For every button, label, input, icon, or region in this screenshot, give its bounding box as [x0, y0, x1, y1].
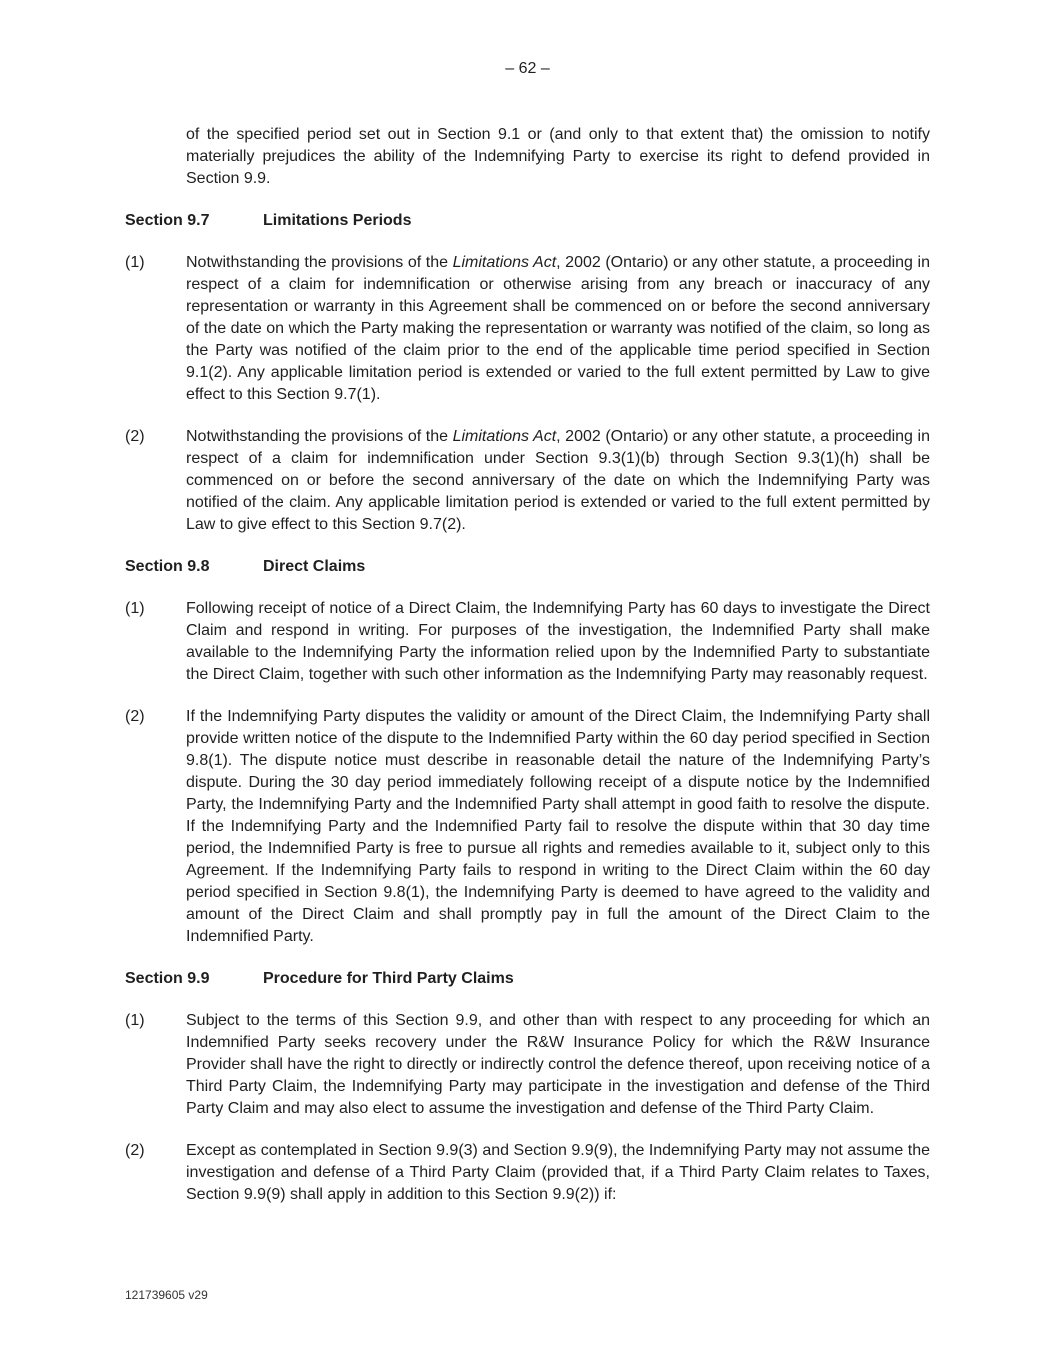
section-heading-9-7: [125, 210, 930, 232]
section-heading-title: Limitations Periods: [263, 212, 412, 229]
paragraph-9-7-2: [125, 426, 930, 536]
paragraph-9-9-1: [125, 1010, 930, 1120]
paragraph-text: Following receipt of notice of a Direct Claim, the Indemnifying Party has 60 days to investigate the Direct Claim and respond in writing. For purposes of the investigation, the Indemnified Party shall make available to the Indemnifying Party the information relied upon by the Indemnified Party to substantiate the Direct Claim, together with such other information as the Indemnifying Party may reasonably request.: [186, 600, 930, 683]
paragraph-text: If the Indemnifying Party disputes the validity or amount of the Direct Claim, the Indemnifying Party shall provide written notice of the dispute to the Indemnified Party within the 60 day period specified in Section 9.8(1). The dispute notice must describe in reasonable detail the nature of the Indemnifying Party’s dispute. During the 30 day period immediately following receipt of a dispute notice by the Indemnified Party, the Indemnifying Party and the Indemnified Party shall attempt in good faith to resolve the dispute. If the Indemnifying Party and the Indemnified Party fail to resolve the dispute within that 30 day time period, the Indemnified Party is free to pursue all rights and remedies available to it, subject only to this Agreement. If the Indemnifying Party fails to respond in writing to the Direct Claim within the 60 day period specified in Section 9.8(1), the Indemnifying Party is deemed to have agreed to the validity and amount of the Direct Claim and shall promptly pay in full the amount of the Direct Claim to the Indemnified Party.: [186, 708, 930, 945]
paragraph-number: (1): [125, 600, 145, 617]
paragraph-text: [186, 252, 930, 406]
paragraph-number: (1): [125, 1012, 145, 1029]
section-heading-label: Section 9.8: [125, 558, 210, 575]
section-heading-9-9: [125, 968, 930, 990]
text-run: Notwithstanding the provisions of the: [186, 254, 453, 271]
paragraph-text: [186, 426, 930, 536]
section-heading-9-8: [125, 556, 930, 578]
paragraph-text: Subject to the terms of this Section 9.9, and other than with respect to any proceeding for which an Indemnified Party seeks recovery under the R&W Insurance Policy for which the R&W Insurance Provider shall have the right to directly or indirectly control the defence thereof, upon receiving notice of a Third Party Claim, the Indemnifying Party may participate in the investigation and defense of the Third Party Claim and may also elect to assume the investigation and defense of the Third Party Claim.: [186, 1012, 930, 1117]
paragraph-number: (1): [125, 254, 145, 271]
section-heading-title: Procedure for Third Party Claims: [263, 970, 514, 987]
paragraph-number: (2): [125, 428, 145, 445]
paragraph-9-8-1: [125, 598, 930, 686]
paragraph-9-8-2: [125, 706, 930, 948]
paragraph-number: (2): [125, 1142, 145, 1159]
paragraph-9-7-1: [125, 252, 930, 406]
section-heading-title: Direct Claims: [263, 558, 366, 575]
text-run: , 2002 (Ontario) or any other statute, a proceeding in respect of a claim for indemnification or otherwise arising from any breach or inaccuracy of any representation or warranty in this Agreement shall be commenced on or before the second anniversary of the date on which the Party making the representation or warranty was notified of the claim, so long as the Party was notified of the claim prior to the end of the applicable time period specified in Section 9.1(2). Any applicable limitation period is extended or varied to the full extent permitted by Law to give effect to this Section 9.7(1).: [186, 254, 930, 403]
text-run-italic: Limitations Act: [452, 254, 557, 271]
section-heading-label: Section 9.9: [125, 970, 210, 987]
page-number: – 62 –: [505, 60, 550, 77]
paragraph-text: Except as contemplated in Section 9.9(3) and Section 9.9(9), the Indemnifying Party may not assume the investigation and defense of a Third Party Claim (provided that, if a Third Party Claim relates to Taxes, Section 9.9(9) shall apply in addition to this Section 9.9(2)) if:: [186, 1142, 930, 1203]
document-id-footer: 121739605 v29: [125, 1288, 208, 1302]
text-run-italic: Limitations Act: [452, 428, 557, 445]
paragraph-9-9-2: [125, 1140, 930, 1206]
text-run: Notwithstanding the provisions of the: [186, 428, 453, 445]
paragraph-number: (2): [125, 708, 145, 725]
section-heading-label: Section 9.7: [125, 212, 210, 229]
paragraph-continuation: of the specified period set out in Section 9.1 or (and only to that extent that) the omission to notify materially prejudices the ability of the Indemnifying Party to exercise its right to defend provided in Section 9.9.: [186, 126, 930, 187]
text-run: , 2002 (Ontario) or any other statute, a proceeding in respect of a claim for indemnification under Section 9.3(1)(b) through Section 9.3(1)(h) shall be commenced on or before the second anniversary of the date on which the Indemnifying Party was notified of the claim. Any applicable limitation period is extended or varied to the full extent permitted by Law to give effect to this Section 9.7(2).: [186, 428, 930, 533]
